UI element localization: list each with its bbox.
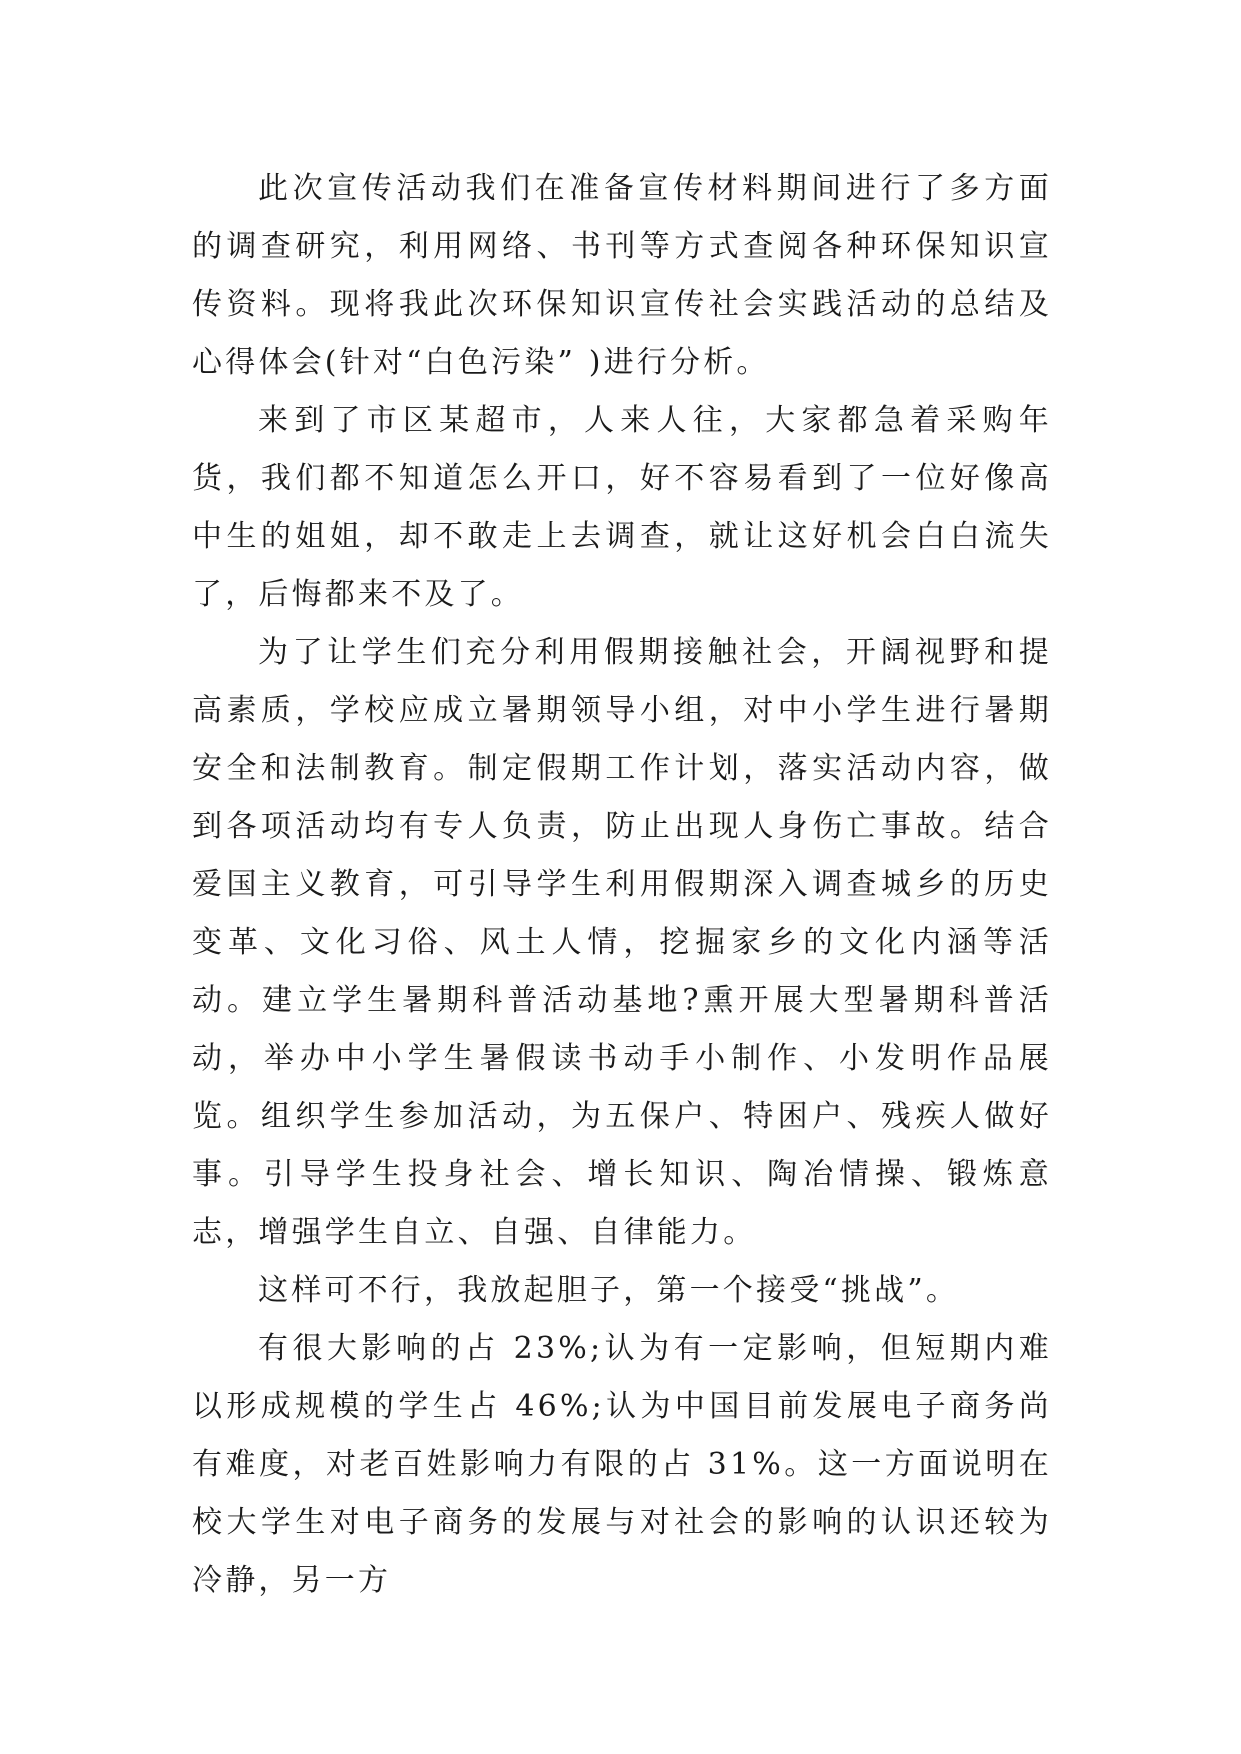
paragraph-5: 有很大影响的占 23%;认为有一定影响，但短期内难以形成规模的学生占 46%;认为中国目前发展电子商务尚有难度，对老百姓影响力有限的占 31%。这一方面说明在校大学生对电子商务的发展与对社会的影响的认识还较为冷静，另一方 [192,1331,1052,1598]
paragraph-1: 此次宣传活动我们在准备宣传材料期间进行了多方面的调查研究，利用网络、书刊等方式查阅各种环保知识宣传资料。现将我此次环保知识宣传社会实践活动的总结及心得体会(针对“白色污染” )进行分析。 [192,171,1052,380]
document-body [192,160,1052,1610]
paragraph-2: 来到了市区某超市，人来人往，大家都急着采购年货，我们都不知道怎么开口，好不容易看到了一位好像高中生的姐姐，却不敢走上去调查，就让这好机会白白流失了，后悔都来不及了。 [192,403,1052,612]
paragraph-3: 为了让学生们充分利用假期接触社会，开阔视野和提高素质，学校应成立暑期领导小组，对中小学生进行暑期安全和法制教育。制定假期工作计划，落实活动内容，做到各项活动均有专人负责，防止出现人身伤亡事故。结合爱国主义教育，可引导学生利用假期深入调查城乡的历史变革、文化习俗、风土人情，挖掘家乡的文化内涵等活动。建立学生暑期科普活动基地?熏开展大型暑期科普活动，举办中小学生暑假读书动手小制作、小发明作品展览。组织学生参加活动，为五保户、特困户、残疾人做好事。引导学生投身社会、增长知识、陶冶情操、锻炼意志，增强学生自立、自强、自律能力。 [192,635,1052,1250]
paragraph-4: 这样可不行，我放起胆子，第一个接受“挑战”。 [258,1273,960,1308]
